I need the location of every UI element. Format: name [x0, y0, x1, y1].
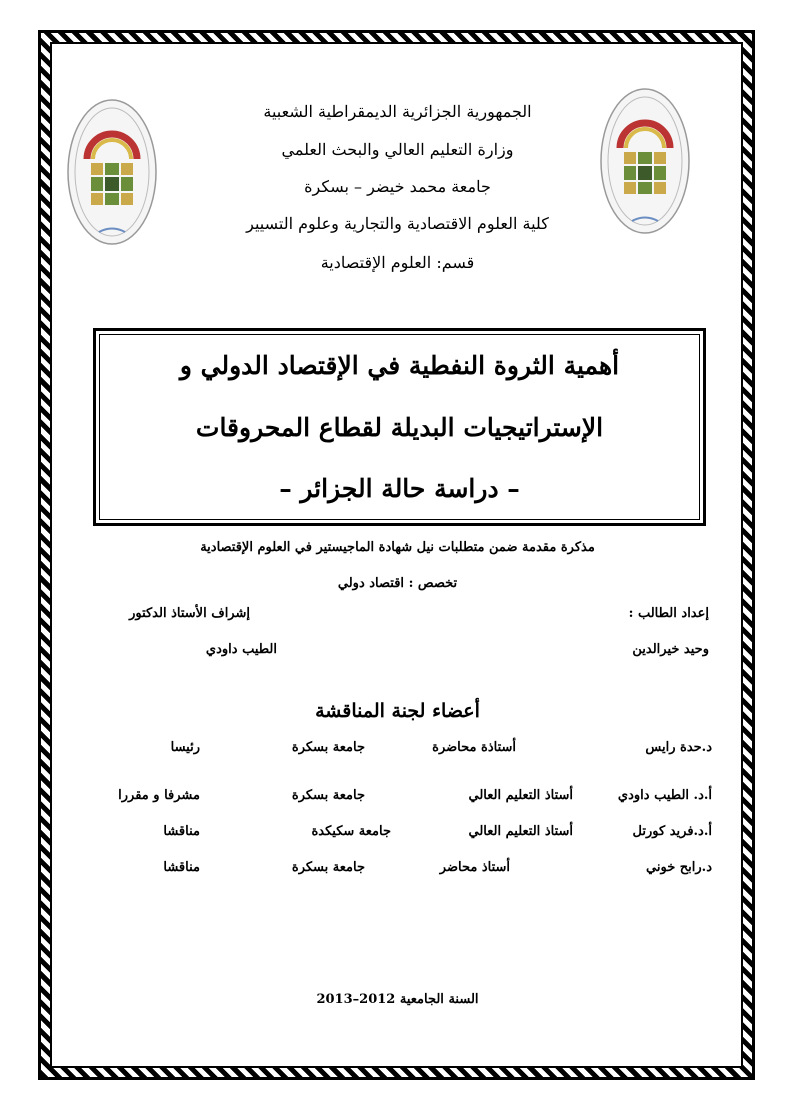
specialty: تخصص : اقتصاد دولي	[337, 576, 458, 591]
header-faculty: كلية العلوم الاقتصادية والتجارية وعلوم التسيير	[246, 214, 549, 233]
member-rank: أستاذ التعليم العالي	[468, 824, 573, 839]
supervisor-label: إشراف الأستاذ الدكتور	[129, 606, 250, 621]
member-rank: أستاذ محاضر	[439, 860, 510, 875]
member-university: جامعة بسكرة	[291, 860, 365, 875]
title-box	[93, 328, 706, 526]
header-university: جامعة محمد خيضر – بسكرة	[304, 177, 491, 196]
title-line-3: – دراسة حالة الجزائر –	[279, 474, 520, 503]
member-name: أ.د.فريد كورتل	[632, 824, 712, 839]
header-department: قسم: العلوم الإقتصادية	[320, 253, 475, 272]
student-name: وحيد خيرالدين	[632, 642, 709, 657]
committee-heading: أعضاء لجنة المناقشة	[315, 700, 480, 722]
member-role: مناقشا	[163, 824, 200, 839]
member-role: رئيسا	[170, 740, 200, 755]
member-university: جامعة سكيكدة	[311, 824, 391, 839]
title-line-2: الإستراتيجيات البديلة لقطاع المحروقات	[195, 413, 604, 442]
supervisor-name: الطيب داودي	[205, 642, 277, 657]
member-role: مشرفا و مقررا	[118, 788, 200, 803]
title-line-1: أهمية الثروة النفطية في الإقتصاد الدولي و	[179, 351, 620, 380]
member-university: جامعة بسكرة	[291, 740, 365, 755]
member-name: د.حدة رايس	[645, 740, 712, 755]
memo-statement: مذكرة مقدمة ضمن متطلبات نيل شهادة الماجيستير في العلوم الإقتصادية	[200, 540, 595, 555]
member-rank: أستاذ التعليم العالي	[468, 788, 573, 803]
student-label: إعداد الطالب :	[628, 606, 709, 621]
header-ministry: وزارة التعليم العالي والبحث العلمي	[281, 140, 514, 159]
member-name: أ.د. الطيب داودي	[617, 788, 712, 803]
header-republic: الجمهورية الجزائرية الديمقراطية الشعبية	[263, 102, 532, 121]
member-name: د.رابح خوني	[646, 860, 712, 875]
member-role: مناقشا	[163, 860, 200, 875]
academic-year: السنة الجامعية 2012–2013	[316, 992, 479, 1007]
member-university: جامعة بسكرة	[291, 788, 365, 803]
member-rank: أستاذة محاضرة	[432, 740, 516, 755]
